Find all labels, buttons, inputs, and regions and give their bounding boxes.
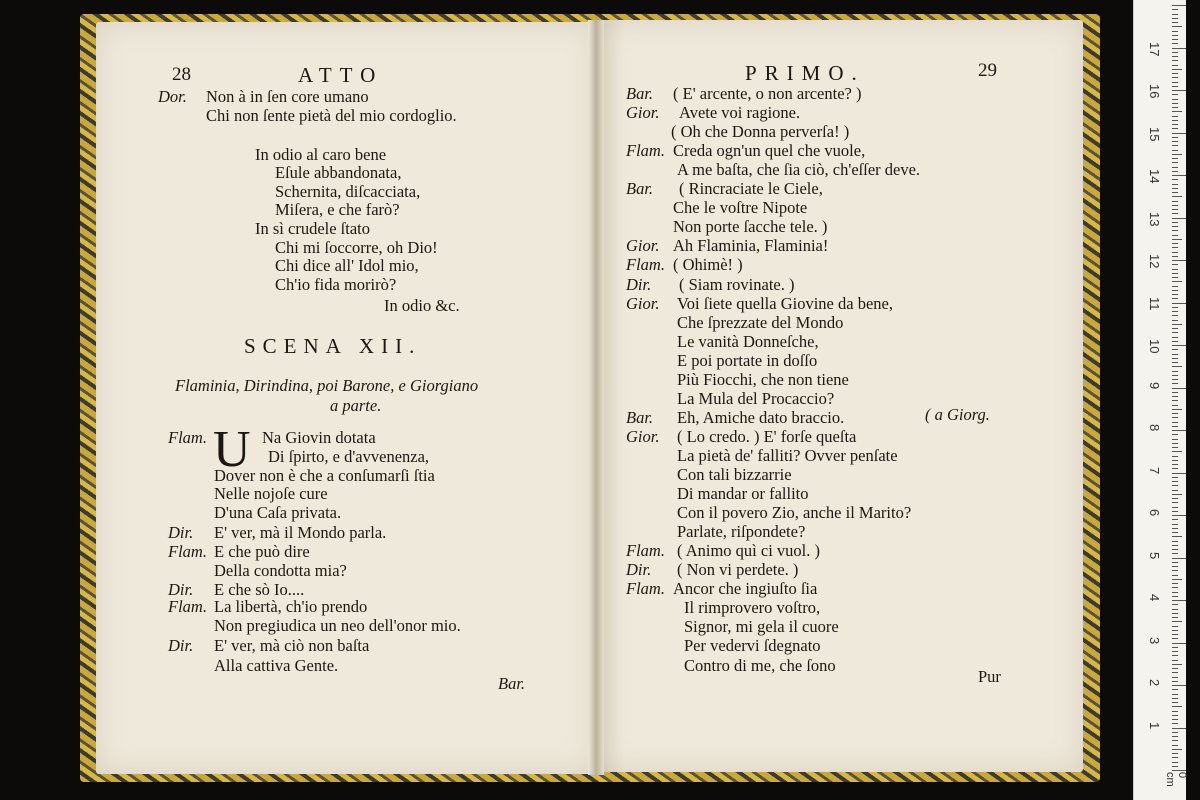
ruler-tick <box>1172 575 1178 576</box>
ruler-tick <box>1172 94 1178 95</box>
ruler-tick <box>1172 324 1182 325</box>
ruler-tick <box>1172 349 1178 350</box>
ruler-tick <box>1172 456 1178 457</box>
right-dialogue-speaker: Bar. <box>626 407 654 427</box>
ruler-tick <box>1172 519 1178 520</box>
ruler-tick <box>1172 294 1178 295</box>
ruler-tick <box>1172 753 1178 754</box>
right-dialogue-speaker: Dir. <box>626 274 652 294</box>
right-dialogue-line: Che le voſtre Nipote <box>673 198 808 218</box>
ruler-tick <box>1172 715 1178 716</box>
right-dialogue-line: A me baſta, che ſia ciò, ch'eſſer deve. <box>677 160 921 180</box>
ruler-tick <box>1172 103 1178 104</box>
left-verse-line: Ch'io fida morirò? <box>275 275 397 294</box>
ruler-tick <box>1172 439 1178 440</box>
left-dialogue-line: Alla cattiva Gente. <box>214 656 339 675</box>
ruler-tick <box>1172 638 1178 639</box>
ruler-tick <box>1172 770 1186 771</box>
ruler-tick <box>1172 298 1178 299</box>
left-verse-line: In odio &c. <box>384 296 460 315</box>
ruler-tick <box>1172 192 1178 193</box>
ruler-tick <box>1172 56 1178 57</box>
left-verse-line: Miſera, e che farò? <box>275 200 400 219</box>
ruler-tick <box>1172 413 1178 414</box>
ruler-tick <box>1172 379 1178 380</box>
ruler-tick <box>1172 541 1178 542</box>
ruler-tick <box>1172 286 1178 287</box>
right-dialogue-speaker: Gior. <box>626 236 660 256</box>
right-dialogue-line: Signor, mi gela il cuore <box>684 617 839 637</box>
scene-heading: SCENA XII. <box>244 334 422 358</box>
ruler-tick <box>1172 150 1178 151</box>
left-dialogue-line: Nelle nojoſe cure <box>214 484 328 503</box>
ruler-tick <box>1172 468 1178 469</box>
left-dialogue-speaker: Dir. <box>168 580 194 599</box>
ruler-tick <box>1172 723 1178 724</box>
ruler-tick <box>1172 226 1178 227</box>
ruler-number: 1 <box>1147 721 1162 729</box>
ruler-tick <box>1172 740 1178 741</box>
ruler-tick <box>1172 383 1178 384</box>
right-dialogue-line: La pietà de' falliti? Ovver penſate <box>677 445 898 465</box>
ruler-unit: 0 cm <box>1164 772 1188 787</box>
ruler-tick <box>1172 434 1178 435</box>
ruler-tick <box>1172 269 1178 270</box>
ruler-tick <box>1172 247 1178 248</box>
ruler-tick <box>1172 188 1178 189</box>
measuring-ruler <box>1133 0 1186 800</box>
ruler-tick <box>1172 290 1178 291</box>
ruler-tick <box>1172 596 1178 597</box>
ruler-tick <box>1172 60 1178 61</box>
ruler-tick <box>1172 354 1178 355</box>
right-dialogue-line: Non porte ſacche tele. ) <box>673 217 828 237</box>
right-dialogue-speaker: Flam. <box>626 141 665 161</box>
ruler-tick <box>1172 698 1178 699</box>
right-dialogue-line: Avete voi ragione. <box>679 103 801 123</box>
left-verse-line: Chi non ſente pietà del mio cordoglio. <box>206 106 457 125</box>
ruler-number: 11 <box>1147 296 1162 310</box>
right-dialogue-speaker: Gior. <box>626 426 660 446</box>
right-dialogue-speaker: Flam. <box>626 541 665 561</box>
right-dialogue-line: Il rimprovero voſtro, <box>684 598 821 618</box>
ruler-tick <box>1172 392 1178 393</box>
right-dialogue-line: ( Lo credo. ) E' forſe queſta <box>677 426 857 446</box>
ruler-tick <box>1172 702 1178 703</box>
ruler-tick <box>1172 375 1178 376</box>
ruler-tick <box>1172 124 1178 125</box>
right-dialogue-line: Contro di me, che ſono <box>684 655 836 675</box>
ruler-tick <box>1172 409 1182 410</box>
ruler-tick <box>1172 69 1182 70</box>
ruler-tick <box>1172 358 1178 359</box>
ruler-tick <box>1172 579 1182 580</box>
right-running-head: PRIMO. <box>745 61 865 85</box>
ruler-tick <box>1172 668 1178 669</box>
left-verse-speaker: Dor. <box>158 87 187 106</box>
ruler-tick <box>1172 732 1178 733</box>
ruler-tick <box>1172 281 1182 282</box>
left-dialogue-line: E' ver, mà il Mondo parla. <box>214 523 387 542</box>
ruler-tick <box>1172 341 1178 342</box>
ruler-tick <box>1172 604 1178 605</box>
ruler-tick <box>1172 515 1186 516</box>
ruler-tick <box>1172 171 1178 172</box>
left-verse-line: In sì crudele ſtato <box>255 219 371 238</box>
ruler-number: 12 <box>1147 254 1162 269</box>
ruler-tick <box>1172 655 1178 656</box>
ruler-tick <box>1172 128 1178 129</box>
ruler-tick <box>1172 566 1178 567</box>
ruler-tick <box>1172 460 1178 461</box>
ruler-tick <box>1172 196 1182 197</box>
ruler-tick <box>1172 426 1178 427</box>
left-dialogue-speaker: Flam. <box>168 428 207 447</box>
left-dialogue-line: Dover non è che a conſumarſi ſtia <box>214 466 435 485</box>
ruler-tick <box>1172 366 1182 367</box>
ruler-number: 17 <box>1147 41 1162 56</box>
ruler-tick <box>1172 162 1178 163</box>
ruler-tick <box>1172 613 1178 614</box>
ruler-tick <box>1172 120 1178 121</box>
right-dialogue-line: ( Oh che Donna perverſa! ) <box>671 122 850 142</box>
ruler-tick <box>1172 545 1178 546</box>
ruler-tick <box>1172 447 1178 448</box>
ruler-number: 3 <box>1147 636 1162 644</box>
right-dialogue-speaker: Gior. <box>626 103 660 123</box>
ruler-tick <box>1172 73 1178 74</box>
ruler-tick <box>1172 235 1178 236</box>
right-dialogue-line: Che ſprezzate del Mondo <box>677 312 844 332</box>
ruler-tick <box>1172 422 1178 423</box>
left-page-number: 28 <box>172 64 191 85</box>
ruler-tick <box>1172 362 1178 363</box>
ruler-tick <box>1172 111 1182 112</box>
ruler-tick <box>1172 273 1178 274</box>
ruler-number: 5 <box>1147 551 1162 559</box>
ruler-tick <box>1172 749 1182 750</box>
left-dialogue-line: Non pregiudica un neo dell'onor mio. <box>214 616 461 635</box>
ruler-tick <box>1172 443 1178 444</box>
right-dialogue-line: ( Ohimè! ) <box>673 255 743 275</box>
ruler-tick <box>1172 303 1186 304</box>
right-dialogue-line: Parlate, riſpondete? <box>677 522 806 542</box>
left-dialogue-line: E che sò Io.... <box>214 580 305 599</box>
ruler-tick <box>1172 315 1178 316</box>
ruler-tick <box>1172 494 1182 495</box>
ruler-tick <box>1172 485 1178 486</box>
ruler-tick <box>1172 328 1178 329</box>
ruler-tick <box>1172 18 1178 19</box>
ruler-tick <box>1172 5 1186 6</box>
ruler-tick <box>1172 307 1178 308</box>
left-verse-line: In odio al caro bene <box>255 145 387 164</box>
ruler-tick <box>1172 600 1186 601</box>
ruler-tick <box>1172 417 1178 418</box>
ruler-tick <box>1172 201 1178 202</box>
ruler-tick <box>1172 405 1178 406</box>
ruler-tick <box>1172 48 1186 49</box>
ruler-tick <box>1172 762 1178 763</box>
ruler-tick <box>1172 490 1178 491</box>
right-dialogue-speaker: Bar. <box>626 179 654 199</box>
ruler-tick <box>1172 634 1178 635</box>
ruler-tick <box>1172 745 1178 746</box>
ruler-tick <box>1172 528 1178 529</box>
ruler-tick <box>1172 14 1178 15</box>
ruler-tick <box>1172 388 1186 389</box>
ruler-tick <box>1172 549 1178 550</box>
ruler-tick <box>1172 706 1182 707</box>
ruler-tick <box>1172 243 1178 244</box>
ruler-number: 14 <box>1147 169 1162 184</box>
right-dialogue-line: Per vedervi ſdegnato <box>684 636 821 656</box>
right-dialogue-line: Ah Flaminia, Flaminia! <box>673 236 829 256</box>
ruler-tick <box>1172 766 1178 767</box>
ruler-tick <box>1172 43 1178 44</box>
left-dialogue-line: E' ver, mà ciò non baſta <box>214 636 370 655</box>
ruler-tick <box>1172 617 1178 618</box>
left-dialogue-line: Della condotta mia? <box>214 561 347 580</box>
ruler-tick <box>1172 570 1178 571</box>
ruler-tick <box>1172 558 1186 559</box>
ruler-tick <box>1172 736 1178 737</box>
ruler-tick <box>1172 239 1182 240</box>
ruler-tick <box>1172 35 1178 36</box>
ruler-tick <box>1172 689 1178 690</box>
ruler-number: 6 <box>1147 509 1162 517</box>
ruler-tick <box>1172 719 1178 720</box>
ruler-tick <box>1172 345 1186 346</box>
ruler-number: 16 <box>1147 84 1162 99</box>
ruler-tick <box>1172 31 1178 32</box>
ruler-tick <box>1172 99 1178 100</box>
ruler-tick <box>1172 213 1178 214</box>
scene-characters: Flaminia, Dirindina, poi Barone, e Giorgiano <box>175 376 479 395</box>
left-running-head: ATTO <box>298 63 384 87</box>
right-dialogue-line: Le vanità Donneſche, <box>677 331 819 351</box>
ruler-tick <box>1172 647 1178 648</box>
ruler-tick <box>1172 209 1178 210</box>
ruler-tick <box>1172 536 1182 537</box>
ruler-tick <box>1172 218 1186 219</box>
ruler-tick <box>1172 167 1178 168</box>
right-dialogue-line: Di mandar or fallito <box>677 484 809 504</box>
right-dialogue-speaker: Bar. <box>626 84 654 103</box>
ruler-tick <box>1172 22 1178 23</box>
ruler-tick <box>1172 332 1178 333</box>
ruler-tick <box>1172 252 1178 253</box>
ruler-tick <box>1172 694 1178 695</box>
ruler-tick <box>1172 630 1178 631</box>
ruler-tick <box>1172 65 1178 66</box>
left-dialogue-speaker: Flam. <box>168 597 207 616</box>
ruler-tick <box>1172 609 1178 610</box>
right-dialogue-line: ( Rincraciate le Ciele, <box>679 179 823 199</box>
ruler-number: 7 <box>1147 466 1162 474</box>
right-dialogue-line: Più Fiocchi, che non tiene <box>677 369 849 389</box>
left-verse-line: Eſule abbandonata, <box>275 163 402 182</box>
ruler-tick <box>1172 264 1178 265</box>
ruler-tick <box>1172 672 1178 673</box>
ruler-tick <box>1172 685 1186 686</box>
ruler-tick <box>1172 583 1178 584</box>
ruler-tick <box>1172 473 1186 474</box>
ruler-tick <box>1172 137 1178 138</box>
left-dialogue-line: E che può dire <box>214 542 310 561</box>
ruler-tick <box>1172 158 1178 159</box>
ruler-tick <box>1172 205 1178 206</box>
ruler-tick <box>1172 511 1178 512</box>
ruler-tick <box>1172 230 1178 231</box>
right-dialogue-line: ( Siam rovinate. ) <box>679 274 795 294</box>
ruler-tick <box>1172 757 1178 758</box>
right-page-number: 29 <box>978 60 997 81</box>
right-catchword: Pur <box>978 667 1001 686</box>
ruler-tick <box>1172 107 1178 108</box>
right-dialogue-line: E poi portate in doſſo <box>677 350 818 370</box>
ruler-tick <box>1172 711 1178 712</box>
ruler-tick <box>1172 524 1178 525</box>
left-dialogue-speaker: Dir. <box>168 636 194 655</box>
left-dialogue-line: La libertà, ch'io prendo <box>214 597 368 616</box>
ruler-number: 9 <box>1147 381 1162 389</box>
scene-characters-cont: a parte. <box>330 396 382 415</box>
right-dialogue-speaker: Flam. <box>626 255 665 275</box>
ruler-tick <box>1172 320 1178 321</box>
left-dialogue-line: D'una Caſa privata. <box>214 503 342 522</box>
left-verse-line: Non à in ſen core umano <box>206 87 369 106</box>
drop-cap: U <box>213 421 251 478</box>
ruler-tick <box>1172 154 1182 155</box>
ruler-tick <box>1172 464 1178 465</box>
ruler-tick <box>1172 52 1178 53</box>
ruler-tick <box>1172 256 1178 257</box>
left-verse-line: Chi dice all' Idol mio, <box>275 256 419 275</box>
ruler-tick <box>1172 311 1178 312</box>
ruler-number: 4 <box>1147 594 1162 602</box>
ruler-number: 2 <box>1147 679 1162 687</box>
ruler-tick <box>1172 371 1178 372</box>
ruler-tick <box>1172 116 1178 117</box>
ruler-tick <box>1172 82 1178 83</box>
left-dialogue-line: Na Giovin dotata <box>262 428 376 447</box>
book-gutter <box>588 20 604 775</box>
ruler-tick <box>1172 77 1178 78</box>
ruler-tick <box>1172 664 1182 665</box>
right-dialogue-line: Con tali bizzarrie <box>677 465 792 484</box>
ruler-tick <box>1172 651 1178 652</box>
ruler-number: 10 <box>1147 339 1162 354</box>
ruler-tick <box>1172 184 1178 185</box>
ruler-tick <box>1172 400 1178 401</box>
ruler-tick <box>1172 277 1178 278</box>
ruler-tick <box>1172 498 1178 499</box>
ruler-tick <box>1172 681 1178 682</box>
right-dialogue-line: ( E' arcente, o non arcente? ) <box>673 84 862 103</box>
ruler-tick <box>1172 396 1178 397</box>
ruler-tick <box>1172 430 1186 431</box>
ruler-tick <box>1172 175 1186 176</box>
ruler-tick <box>1172 90 1186 91</box>
ruler-tick <box>1172 643 1186 644</box>
ruler-tick <box>1172 39 1178 40</box>
ruler-tick <box>1172 562 1178 563</box>
ruler-number: 13 <box>1147 211 1162 226</box>
ruler-tick <box>1172 621 1182 622</box>
ruler-tick <box>1172 26 1182 27</box>
right-dialogue-line: Ancor che ingiuſto ſia <box>673 579 818 599</box>
ruler-tick <box>1172 145 1178 146</box>
ruler-tick <box>1172 553 1178 554</box>
ruler-tick <box>1172 507 1178 508</box>
left-verse-line: Schernita, diſcacciata, <box>275 182 421 201</box>
left-verse-line: Chi mi ſoccorre, oh Dio! <box>275 238 438 257</box>
ruler-number: 8 <box>1147 424 1162 432</box>
left-dialogue-speaker: Dir. <box>168 523 194 542</box>
ruler-tick <box>1172 481 1178 482</box>
ruler-tick <box>1172 660 1178 661</box>
left-dialogue-speaker: Flam. <box>168 542 207 561</box>
right-dialogue-line: Voi ſiete quella Giovine da bene, <box>677 293 893 313</box>
right-dialogue-line: La Mula del Procaccio? <box>677 388 835 408</box>
ruler-tick <box>1172 502 1178 503</box>
ruler-tick <box>1172 451 1182 452</box>
ruler-tick <box>1172 141 1178 142</box>
right-dialogue-line: Con il povero Zio, anche il Marito? <box>677 503 912 523</box>
right-dialogue-speaker: Gior. <box>626 293 660 313</box>
ruler-tick <box>1172 133 1186 134</box>
ruler-tick <box>1172 260 1186 261</box>
ruler-tick <box>1172 477 1178 478</box>
left-dialogue-line: Di ſpirto, e d'avvenenza, <box>268 447 430 466</box>
ruler-tick <box>1172 9 1178 10</box>
left-catchword: Bar. <box>498 674 526 693</box>
ruler-tick <box>1172 222 1178 223</box>
stage-direction: ( a Giorg. <box>925 405 990 424</box>
ruler-tick <box>1172 337 1178 338</box>
ruler-tick <box>1172 728 1186 729</box>
ruler-tick <box>1172 532 1178 533</box>
right-dialogue-line: ( Non vi perdete. ) <box>677 560 799 580</box>
right-dialogue-line: ( Animo quì ci vuol. ) <box>677 541 820 561</box>
ruler-tick <box>1172 626 1178 627</box>
ruler-tick <box>1172 86 1178 87</box>
ruler-tick <box>1172 587 1178 588</box>
right-dialogue-speaker: Dir. <box>626 560 652 580</box>
ruler-tick <box>1172 677 1178 678</box>
ruler-number: 15 <box>1147 126 1162 141</box>
right-dialogue-speaker: Flam. <box>626 579 665 599</box>
ruler-tick <box>1172 592 1178 593</box>
right-dialogue-line: Eh, Amiche dato braccio. <box>677 407 845 427</box>
right-dialogue-line: Creda ogn'un quel che vuole, <box>673 141 866 161</box>
ruler-tick <box>1172 179 1178 180</box>
